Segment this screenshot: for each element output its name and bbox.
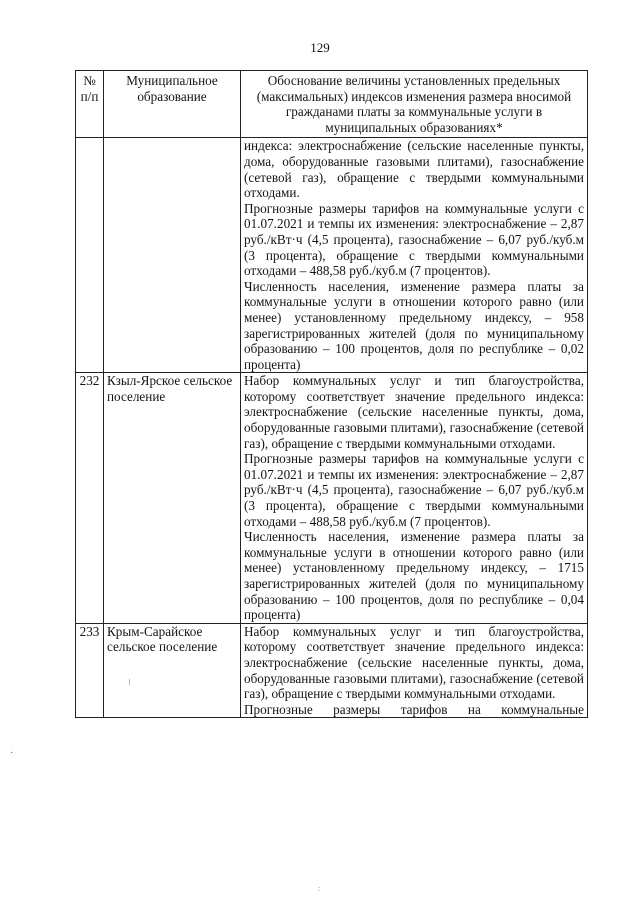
header-municipality: Муниципальное образование (104, 71, 241, 138)
paragraph: Прогнозные размеры тарифов на коммунальные услуги с 01.07.2021 и темпы их изменения: электроснабжение – 2,87 руб./кВт·ч (4,5 процента), газоснабжение – 6,07 руб./куб.м (3 процента), обращение с твердыми коммунальными отходами – 488,58 руб./куб.м (7 процентов). (244, 451, 584, 529)
pen-mark: / (126, 676, 133, 688)
municipality-name (104, 138, 241, 373)
justification-cell (241, 623, 588, 718)
table-header-row (76, 71, 588, 138)
scan-mark: : (318, 884, 321, 893)
paragraph: Прогнозные размеры тарифов на коммунальные услуги с 01.07.2021 и темпы их изменения: электроснабжение – 2,87 руб./кВт·ч (4,5 процента), газоснабжение – 6,07 руб./куб.м (3 процента), обращение с твердыми коммунальными отходами – 488,58 руб./куб.м (7 процентов). (244, 200, 584, 279)
paragraph: Набор коммунальных услуг и тип благоустройства, которому соответствует значение предельного индекса: электроснабжение (сельские населенные пункты, дома, оборудованные газовыми плитами), газоснабжение (сетевой газ), обращение с твердыми коммунальными отходами. (244, 623, 584, 702)
table-row (76, 373, 588, 624)
table-row (76, 623, 588, 718)
scan-dot: · (10, 748, 14, 759)
municipality-name: Кзыл-Ярское сельское поселение (104, 373, 241, 624)
justification-cell (241, 138, 588, 373)
row-number (76, 138, 104, 373)
page-number: 129 (310, 40, 330, 55)
row-number: 232 (76, 373, 104, 624)
paragraph: Набор коммунальных услуг и тип благоустройства, которому соответствует значение предельного индекса: электроснабжение (сельские населенные пункты, дома, оборудованные газовыми плитами), газоснабжение (сетевой газ), обращение с твердыми коммунальными отходами. (244, 373, 584, 451)
paragraph: Прогнозные размеры тарифов на коммунальные (244, 701, 584, 717)
header-num: № п/п (76, 71, 104, 138)
municipality-name: Крым-Сарайское сельское поселение (104, 623, 241, 718)
justification-cell (241, 373, 588, 624)
table-row (76, 138, 588, 373)
paragraph: Численность населения, изменение размера платы за коммунальные услуги в отношении которого равно (или менее) установленному предельному индексу, – 1715 зарегистрированных жителей (доля по муниципальному образованию – 100 процентов, доля по республике – 0,04 процента) (244, 529, 584, 623)
paragraph: Численность населения, изменение размера платы за коммунальные услуги в отношении которого равно (или менее) установленному предельному индексу, – 958 зарегистрированных жителей (доля по муниципальному образованию – 100 процентов, доля по республике – 0,02 процента) (244, 278, 584, 372)
header-justification: Обоснование величины установленных предельных (максимальных) индексов изменения размера вносимой гражданами платы за коммунальные услуги в муниципальных образованиях* (241, 71, 588, 138)
tariff-table (75, 70, 588, 718)
row-number: 233 (76, 623, 104, 718)
paragraph: индекса: электроснабжение (сельские населенные пункты, дома, оборудованные газовыми плитами), газоснабжение (сетевой газ), обращение с твердыми коммунальными отходами. (244, 138, 584, 201)
